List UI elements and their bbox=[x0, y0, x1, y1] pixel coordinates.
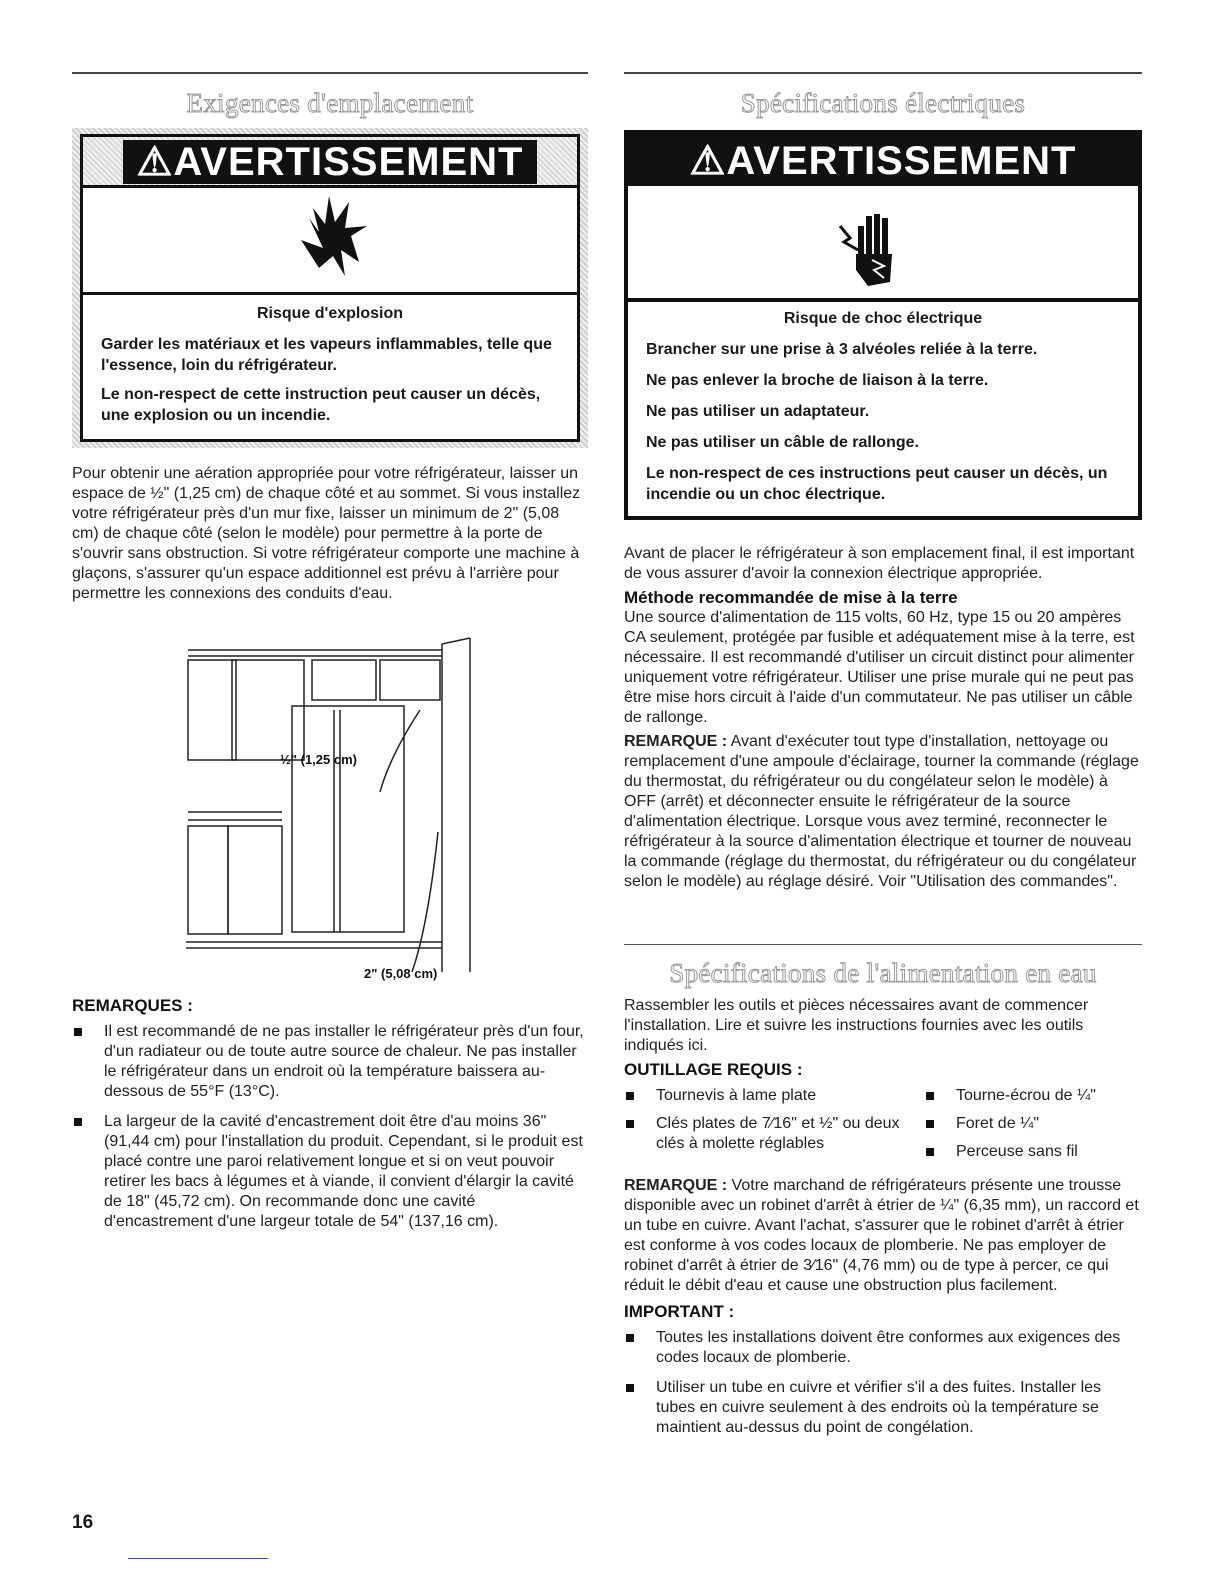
warning-line: Ne pas utiliser un câble de rallonge. bbox=[646, 434, 919, 451]
electric-shock-hand-icon bbox=[628, 186, 1138, 302]
tools-list bbox=[624, 1086, 1142, 1162]
warning-triangle-icon: ⚠ bbox=[136, 140, 174, 184]
top-rule-right bbox=[624, 72, 1142, 74]
tool-text: Tournevis à lame plate bbox=[656, 1087, 817, 1104]
note2-paragraph bbox=[624, 1176, 1142, 1296]
note-paragraph bbox=[624, 732, 1142, 892]
tool-item bbox=[924, 1142, 1142, 1162]
warning-text bbox=[628, 302, 1138, 525]
label-half-inch: ½" (1,25 cm) bbox=[280, 752, 357, 767]
remark-item bbox=[72, 1022, 588, 1102]
explosion-icon bbox=[83, 188, 577, 295]
warning-line: Le non-respect de ces instructions peut causer un décès, un incendie ou un choc électrique. bbox=[646, 465, 1108, 503]
tools-list-left bbox=[624, 1086, 914, 1162]
section-title-location: Exigences d'emplacement bbox=[186, 88, 474, 118]
section-divider bbox=[624, 944, 1142, 945]
tool-item bbox=[924, 1086, 1142, 1106]
warning-line-2: Le non-respect de cette instruction peut causer un décès, une explosion ou un incendie. bbox=[101, 386, 541, 424]
important-item bbox=[624, 1378, 1142, 1438]
tool-text: Perceuse sans fil bbox=[956, 1143, 1078, 1160]
water-intro: Rassembler les outils et pièces nécessaires avant de commencer l'installation. Lire et suivre les instructions fournies avec les outils indiqués ici. bbox=[624, 997, 1089, 1054]
section-title-water: Spécifications de l'alimentation en eau bbox=[669, 958, 1097, 988]
top-rule-left bbox=[72, 72, 588, 74]
section-title-electrical: Spécifications électriques bbox=[740, 88, 1026, 118]
remark-item bbox=[72, 1112, 588, 1232]
warning-triangle-icon: ⚠ bbox=[689, 139, 727, 183]
warning-header-text: AVERTISSEMENT bbox=[726, 139, 1077, 183]
remark-text: Il est recommandé de ne pas installer le réfrigérateur près d'un four, d'un radiateur ou de toute autre source de chaleur. Ne pas installer le réfrigérateur dans un endroit où la température baissera au-dessous de 55°F (13°C). bbox=[104, 1023, 584, 1100]
tool-item bbox=[624, 1114, 914, 1154]
location-intro bbox=[72, 464, 588, 604]
warning-line: Ne pas enlever la broche de liaison à la terre. bbox=[646, 372, 989, 389]
page-number: 16 bbox=[72, 1512, 94, 1533]
warning-header-text: AVERTISSEMENT bbox=[173, 140, 524, 184]
location-intro-text: Pour obtenir une aération appropriée pour votre réfrigérateur, laisser un espace de ½" (1,25 cm) de chaque côté et au sommet. Si vous installez votre réfrigérateur près d'un mur fixe, laisser un minimum de 2" (5,08 cm) de chaque côté (selon le modèle) pour permettre à la porte de s'ouvrir sans obstruction. Si votre réfrigérateur comporte une machine à glaçons, s'assurer qu'un espace additionnel est prévu à l'arrière pour permettre les connexions des conduits d'eau. bbox=[72, 465, 581, 602]
warning-header bbox=[628, 134, 1138, 186]
tool-text: Tourne-écrou de ¼" bbox=[956, 1087, 1096, 1104]
refrigerator-clearance-diagram bbox=[184, 636, 484, 984]
footer-rule bbox=[128, 1558, 268, 1559]
important-item bbox=[624, 1328, 1142, 1368]
tool-text: Foret de ¼" bbox=[956, 1115, 1040, 1132]
warning-line-1: Garder les matériaux et les vapeurs inflammables, telle que l'essence, loin du réfrigérateur. bbox=[101, 336, 552, 374]
warning-line: Brancher sur une prise à 3 alvéoles reliée à la terre. bbox=[646, 341, 1038, 358]
remarks-heading: REMARQUES : bbox=[72, 996, 193, 1015]
remarks-section bbox=[72, 996, 588, 1232]
note-label: REMARQUE : bbox=[624, 733, 728, 750]
note2-label: REMARQUE : bbox=[624, 1177, 728, 1194]
important-heading: IMPORTANT : bbox=[624, 1302, 735, 1321]
tool-text: Clés plates de 7⁄16" et ½" ou deux clés à molette réglables bbox=[656, 1115, 900, 1152]
note-text: Avant d'exécuter tout type d'installation, nettoyage ou remplacement d'une ampoule d'éclairage, tourner la commande (réglage du thermostat, du réfrigérateur ou du congélateur selon le modèle) à OFF (arrêt) et déconnecter ensuite le réfrigérateur de la source d'alimentation électrique. Lorsque vous avez terminé, reconnecter le réfrigérateur à la source d'alimentation électrique et tourner de nouveau la commande (réglage du thermostat, du réfrigérateur ou du congélateur selon le modèle) au réglage désiré. Voir "Utilisation des commandes". bbox=[624, 733, 1139, 890]
explosion-warning-box bbox=[80, 134, 580, 442]
tool-item bbox=[924, 1114, 1142, 1134]
warning-header bbox=[83, 137, 577, 188]
tools-heading: OUTILLAGE REQUIS : bbox=[624, 1060, 803, 1079]
important-text: Toutes les installations doivent être conformes aux exigences des codes locaux de plomberie. bbox=[656, 1329, 1121, 1366]
electrical-warning-box bbox=[624, 130, 1142, 520]
warning-text bbox=[83, 295, 577, 446]
electrical-intro: Avant de placer le réfrigérateur à son emplacement final, il est important de vous assurer d'avoir la connexion électrique appropriée. bbox=[624, 545, 1135, 582]
ground-heading: Méthode recommandée de mise à la terre bbox=[624, 588, 958, 607]
important-text: Utiliser un tube en cuivre et vérifier s'il a des fuites. Installer les tubes en cuivre seulement à des endroits où la température se maintient au-dessus du point de congélation. bbox=[656, 1379, 1102, 1436]
ground-text: Une source d'alimentation de 115 volts, 60 Hz, type 15 ou 20 ampères CA seulement, protégée par fusible et adéquatement mise à la terre, est nécessaire. Il est recommandé d'utiliser un circuit distinct pour alimenter uniquement votre réfrigérateur. Utiliser une prise murale qui ne peut pas être mise hors circuit à l'aide d'un commutateur. Ne pas utiliser un câble de rallonge. bbox=[624, 609, 1135, 726]
electrical-content bbox=[624, 544, 1142, 892]
risk-title: Risque de choc électrique bbox=[783, 310, 983, 327]
water-content bbox=[624, 996, 1142, 1438]
risk-title: Risque d'explosion bbox=[256, 305, 404, 322]
diagram-svg bbox=[184, 636, 484, 984]
label-two-inch: 2" (5,08 cm) bbox=[364, 966, 438, 981]
warning-line: Ne pas utiliser un adaptateur. bbox=[646, 403, 870, 420]
tool-item bbox=[624, 1086, 914, 1106]
tools-list-right bbox=[924, 1086, 1142, 1162]
remark-text: La largeur de la cavité d'encastrement doit être d'au moins 36" (91,44 cm) pour l'installation du produit. Cependant, si le produit est placé contre une paroi relativement longue et si on veut pouvoir retirer les bacs à légumes et à viande, il convient d'élargir la cavité de 18" (45,72 cm). On recommande donc une cavité d'encastrement d'une largeur totale de 54" (137,16 cm). bbox=[104, 1113, 583, 1230]
note2-text: Votre marchand de réfrigérateurs présente une trousse disponible avec un robinet d'arrêt à étrier de ¼" (6,35 mm), un raccord et un tube en cuivre. Avant l'achat, s'assurer que le robinet d'arrêt à étrier est conforme à vos codes locaux de plomberie. Ne pas employer de robinet d'arrêt à étrier de 3⁄16" (4,76 mm) ou de type à percer, ce qui réduit le débit d'eau et cause une obstruction plus facilement. bbox=[624, 1177, 1139, 1294]
